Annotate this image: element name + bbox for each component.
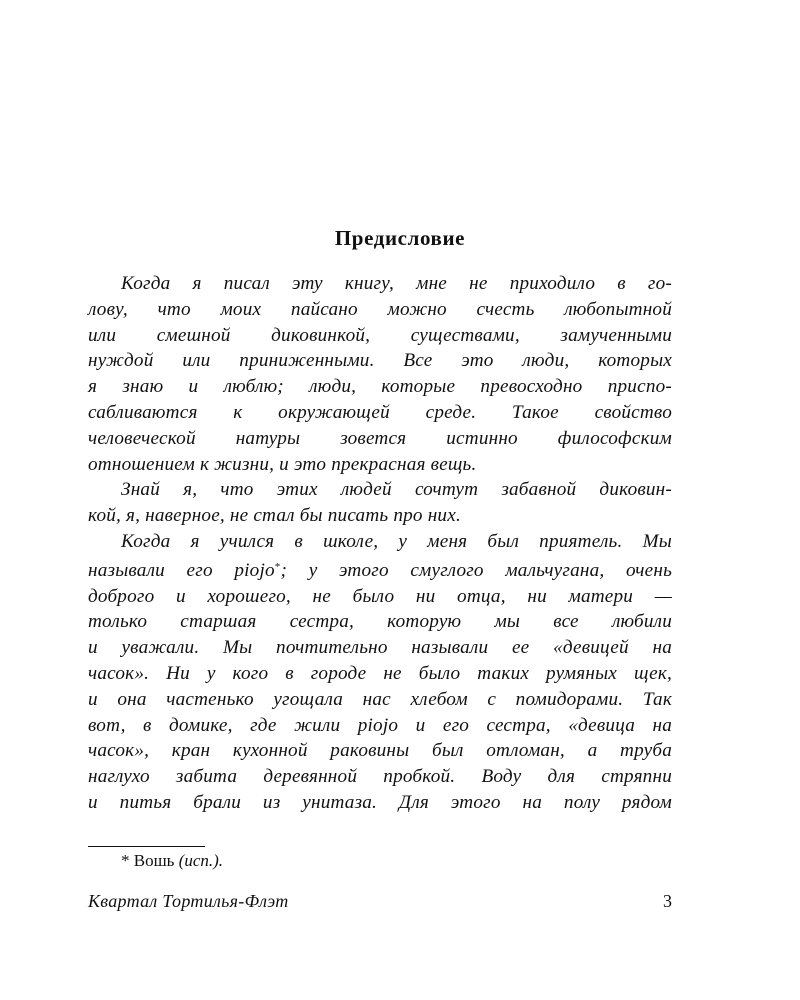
text-line: доброго и хорошего, не было ни отца, ни матери —: [88, 585, 672, 607]
text-line: Знай я, что этих людей сочтут забавной диковин-: [121, 479, 672, 501]
running-title: Квартал Тортилья-Флэт: [88, 891, 289, 911]
text-line: только старшая сестра, которую мы все любили: [88, 611, 672, 633]
text-line: и уважали. Мы почтительно называли ее «девицей на: [88, 637, 672, 659]
text-line-with-footnote: [88, 555, 672, 584]
text-line: часок», кран кухонной раковины был отломан, а труба: [88, 740, 672, 762]
text-line: я знаю и люблю; люди, которые превосходно приспо-: [88, 376, 672, 398]
text-line: часок». Ни у кого в городе не было таких румяных щек,: [88, 662, 672, 684]
footnote-language-note: (исп.).: [178, 851, 224, 870]
body-text: [88, 271, 672, 816]
text-line: Когда я учился в школе, у меня был приятель. Мы: [121, 530, 672, 552]
text-line: Когда я писал эту книгу, мне не приходило в го-: [121, 273, 672, 294]
text-line: вот, в домике, где жили piojo и его сестра, «девица на: [88, 714, 672, 736]
footnote-text: * Вошь: [121, 851, 175, 870]
footnote: [121, 851, 223, 871]
text-line: и питья брали из унитаза. Для этого на полу рядом: [88, 791, 672, 813]
text-line: и она частенько угощала нас хлебом с помидорами. Так: [88, 688, 672, 710]
text-line: кой, я, наверное, не стал бы писать про них.: [88, 505, 461, 527]
text-line: отношением к жизни, и это прекрасная вещь.: [88, 453, 477, 475]
text-line: сабливаются к окружающей среде. Такое свойство: [88, 401, 672, 423]
text-line: человеческой натуры зовется истинно философским: [88, 427, 672, 449]
footnote-marker: *: [274, 560, 281, 573]
footnote-divider: [88, 846, 205, 847]
text-line: лову, что моих пайсано можно счесть любопытной: [88, 298, 672, 320]
text-line: наглухо забита деревянной пробкой. Воду для стряпни: [88, 766, 672, 788]
page-number: 3: [663, 891, 672, 911]
text-line: нуждой или приниженными. Все это люди, которых: [88, 350, 672, 372]
text-segment: называли его piojo: [88, 559, 275, 581]
chapter-title: Предисловие: [334, 226, 466, 250]
text-line: или смешной диковинкой, существами, замученными: [88, 324, 672, 346]
text-segment: ; у этого смуглого мальчугана, очень: [280, 559, 673, 581]
